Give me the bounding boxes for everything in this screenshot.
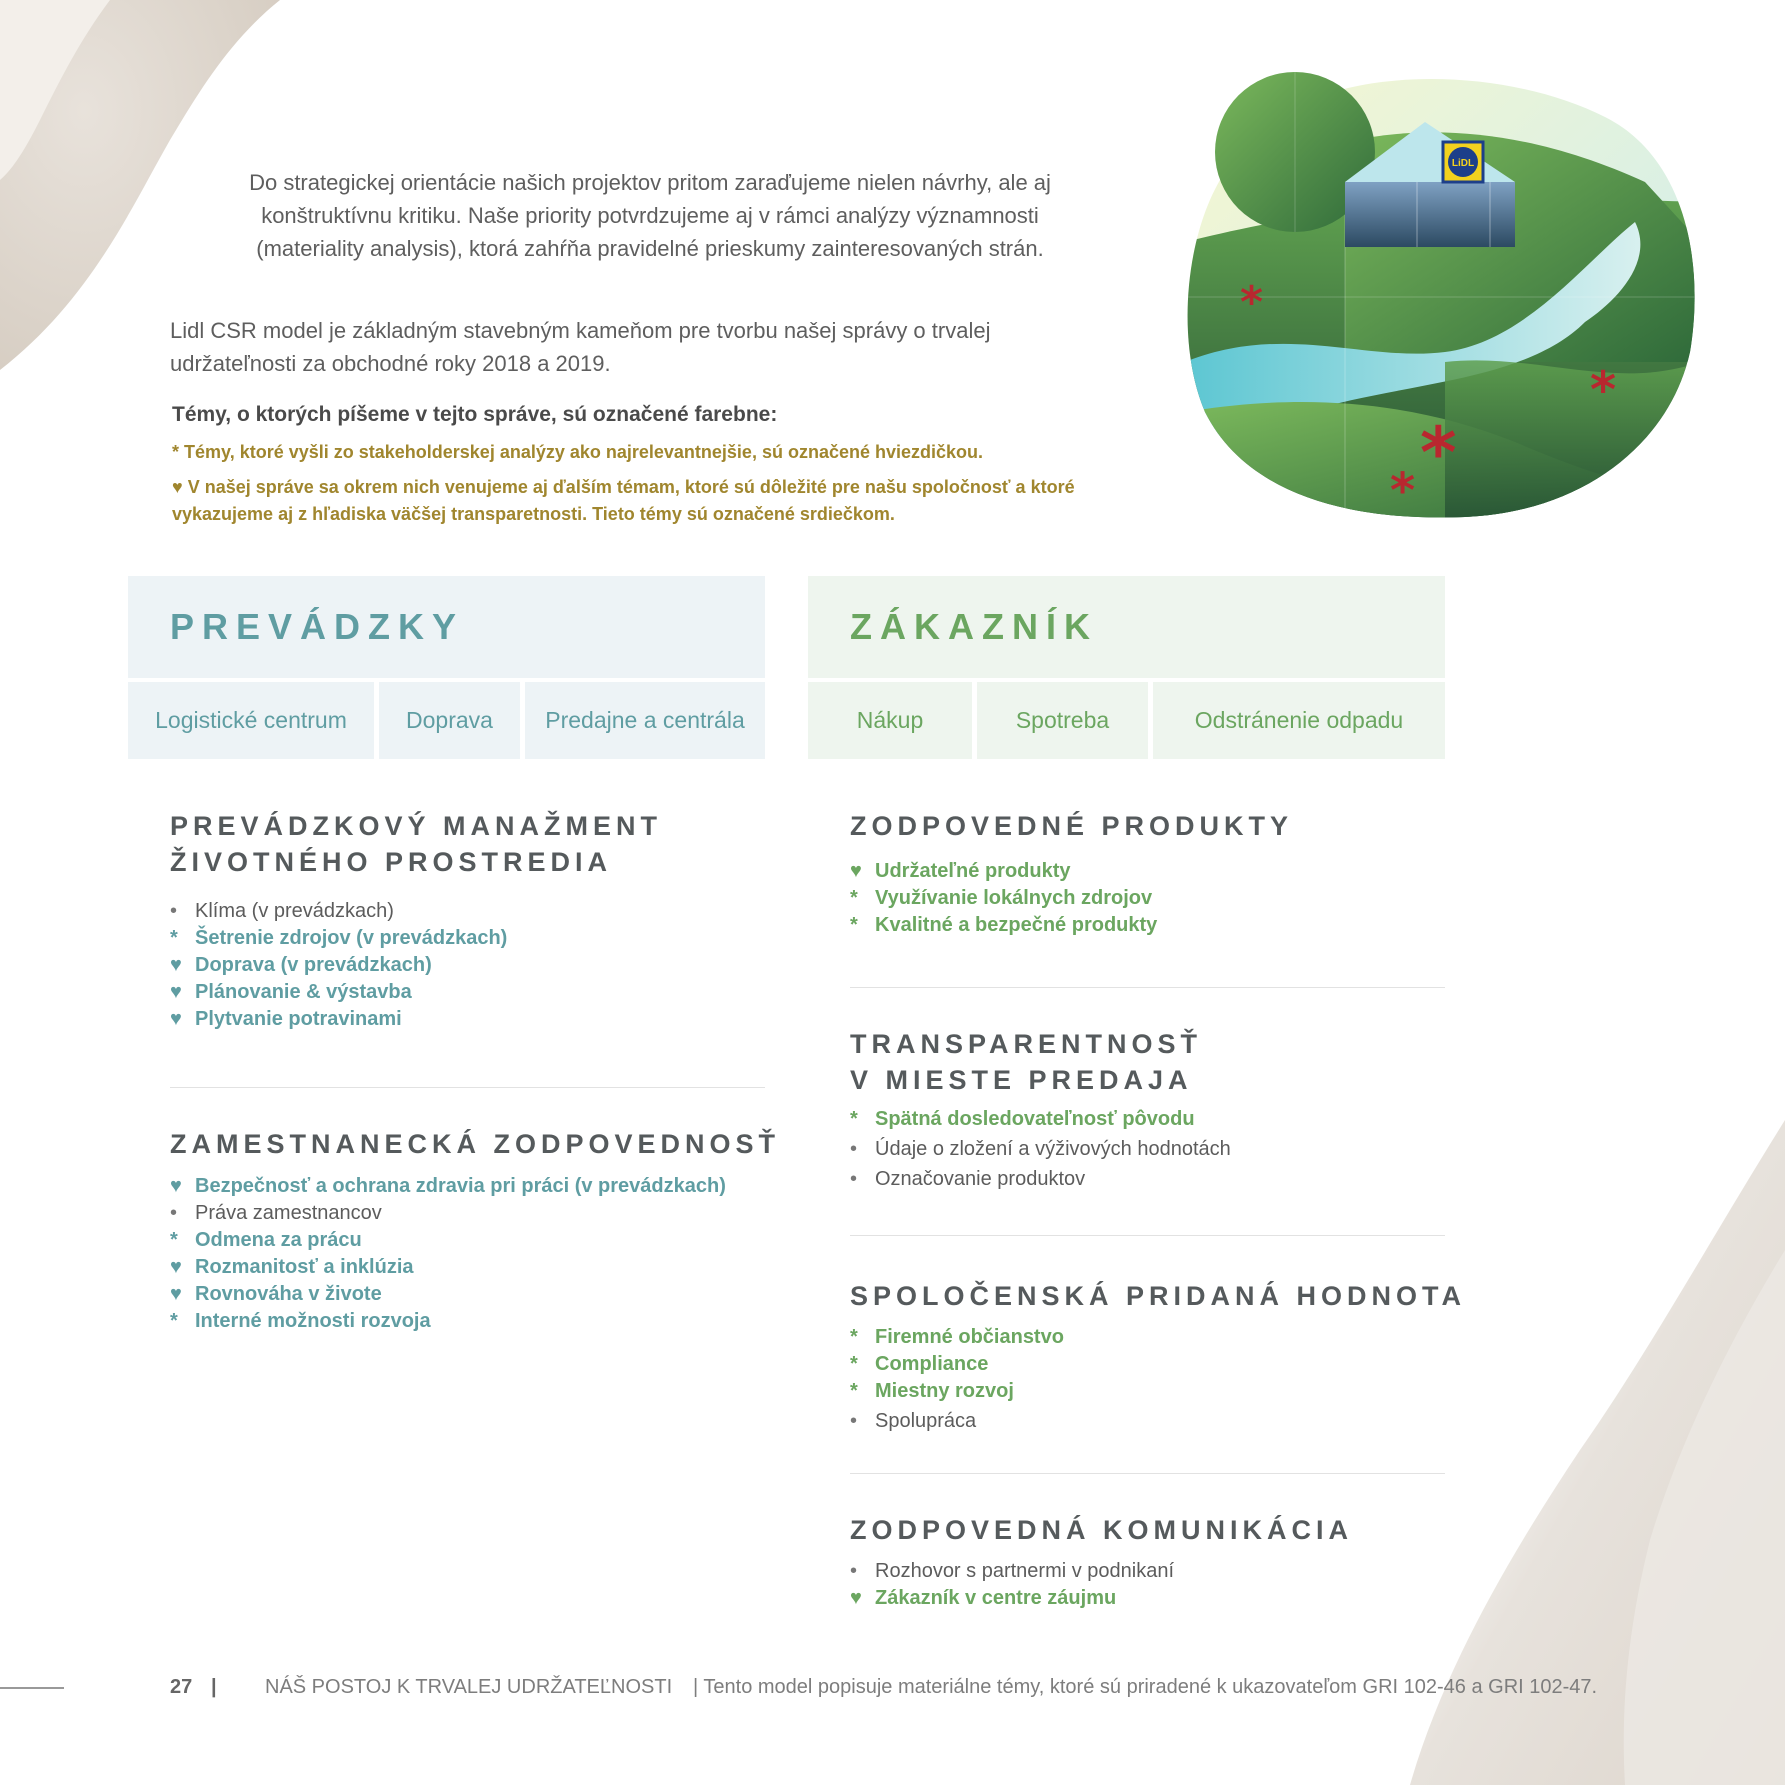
- section-title-employee: ZAMESTNANECKÁ ZODPOVEDNOSŤ: [170, 1129, 781, 1159]
- pillar-header-prevadzky: [128, 576, 765, 678]
- divider: [850, 1473, 1445, 1474]
- tab-logisticke-centrum: Logistické centrum: [128, 682, 374, 759]
- section-title-transparency-line2: V MIESTE PREDAJA: [850, 1065, 1193, 1095]
- list-env: [170, 898, 507, 1033]
- svg-text:*: *: [1420, 412, 1457, 494]
- list-item: ♥ Plytvanie potravinami: [170, 1006, 507, 1033]
- list-communication: [850, 1558, 1174, 1612]
- list-item: * Compliance: [850, 1351, 1064, 1378]
- star-marker: *: [170, 1229, 178, 1251]
- list-item: * Interné možnosti rozvoja: [170, 1308, 726, 1335]
- bullet-marker: •: [850, 1410, 858, 1432]
- list-item: ♥ Doprava (v prevádzkach): [170, 952, 507, 979]
- divider: [850, 987, 1445, 988]
- tab-doprava: Doprava: [379, 682, 520, 759]
- star-marker: *: [170, 1310, 178, 1332]
- list-item: * Firemné občianstvo: [850, 1324, 1064, 1351]
- section-title-transparency-line1: TRANSPARENTNOSŤ: [850, 1029, 1203, 1059]
- star-marker: *: [850, 1353, 858, 1375]
- section-title-transparency: [850, 1026, 1202, 1098]
- landscape-illustration: [1185, 62, 1700, 522]
- list-products: [850, 858, 1157, 939]
- heart-marker: ♥: [170, 954, 182, 976]
- pillar-title-prevadzky: PREVÁDZKY: [170, 606, 465, 647]
- list-item: ♥ Udržateľné produkty: [850, 858, 1157, 885]
- footer-separator: |: [211, 1676, 217, 1698]
- list-item: • Spolupráca: [850, 1408, 1064, 1435]
- bullet-marker: •: [850, 1138, 858, 1160]
- star-marker: *: [850, 1380, 858, 1402]
- bullet-marker: •: [850, 1560, 858, 1582]
- page-number: 27: [170, 1676, 193, 1698]
- list-item: ♥ Rozmanitosť a inklúzia: [170, 1254, 726, 1281]
- list-item: • Rozhovor s partnermi v podnikaní: [850, 1558, 1174, 1585]
- heart-marker: ♥: [170, 1008, 182, 1030]
- section-title-products: ZODPOVEDNÉ PRODUKTY: [850, 811, 1294, 841]
- star-marker: *: [850, 1326, 858, 1348]
- pillar-title-zakaznik: ZÁKAZNÍK: [850, 606, 1098, 647]
- divider: [850, 1235, 1445, 1236]
- star-marker: *: [850, 914, 858, 936]
- list-item: ♥ Bezpečnosť a ochrana zdravia pri práci (v prevádzkach): [170, 1173, 726, 1200]
- intro-paragraph-1: Do strategickej orientácie našich projektov pritom zaraďujeme nielen návrhy, ale aj konštruktívnu kritiku. Naše priority potvrdzujeme aj v rámci analýzy významnosti (materiality analysis), ktorá zahŕňa pravidelné prieskumy zainteresovaných strán.: [249, 170, 1051, 261]
- legend-star-note: * Témy, ktoré vyšli zo stakeholderskej analýzy ako najrelevantnejšie, sú označené hviezdičkou.: [172, 442, 984, 462]
- list-item: ♥ Rovnováha v živote: [170, 1281, 726, 1308]
- heart-marker: ♥: [850, 860, 862, 882]
- star-marker: *: [170, 927, 178, 949]
- section-title-social: SPOLOČENSKÁ PRIDANÁ HODNOTA: [850, 1281, 1467, 1311]
- footer-note: | Tento model popisuje materiálne témy, ktoré sú priradené k ukazovateľom GRI 102-46 a GRI 102-47.: [693, 1676, 1598, 1698]
- bullet-marker: •: [170, 1202, 178, 1224]
- heart-marker: ♥: [170, 981, 182, 1003]
- list-social: [850, 1324, 1064, 1435]
- intro-paragraph-2: Lidl CSR model je základným stavebným kameňom pre tvorbu našej správy o trvalej udržateľnosti za obchodné roky 2018 a 2019.: [170, 318, 991, 376]
- divider: [170, 1087, 765, 1088]
- list-item: * Miestny rozvoj: [850, 1378, 1064, 1405]
- legend-title: Témy, o ktorých píšeme v tejto správe, sú označené farebne:: [172, 403, 778, 426]
- list-item: • Údaje o zložení a výživových hodnotách: [850, 1136, 1231, 1163]
- legend-heart-note: ♥ V našej správe sa okrem nich venujeme aj ďalším témam, ktoré sú dôležité pre našu spoločnosť a ktoré vykazujeme aj z hľadiska väčšej transparetnosti. Tieto témy sú označené srdiečkom.: [172, 477, 1075, 524]
- list-transparency: [850, 1106, 1231, 1193]
- svg-text:LiDL: LiDL: [1451, 158, 1475, 169]
- tab-spotreba: Spotreba: [977, 682, 1148, 759]
- heart-marker: ♥: [170, 1283, 182, 1305]
- section-title-communication: ZODPOVEDNÁ KOMUNIKÁCIA: [850, 1515, 1354, 1545]
- heart-marker: ♥: [170, 1256, 182, 1278]
- svg-text:*: *: [1240, 277, 1264, 328]
- pillar-header-zakaznik: [808, 576, 1445, 678]
- list-item: * Spätná dosledovateľnosť pôvodu: [850, 1106, 1231, 1133]
- bullet-marker: •: [170, 900, 178, 922]
- section-title-env: [170, 808, 662, 880]
- list-item: • Označovanie produktov: [850, 1166, 1231, 1193]
- footer-section-title: NÁŠ POSTOJ K TRVALEJ UDRŽATEĽNOSTI: [265, 1676, 673, 1698]
- heart-marker: ♥: [850, 1587, 862, 1609]
- tab-odstranenie-odpadu: Odstránenie odpadu: [1153, 682, 1445, 759]
- tab-predajne-a-centrala: Predajne a centrála: [525, 682, 765, 759]
- list-item: ♥ Plánovanie & výstavba: [170, 979, 507, 1006]
- section-title-env-line1: PREVÁDZKOVÝ MANAŽMENT: [170, 811, 663, 841]
- list-employee: [170, 1173, 726, 1335]
- svg-text:*: *: [1590, 361, 1617, 419]
- list-item: * Využívanie lokálnych zdrojov: [850, 885, 1157, 912]
- list-item: * Kvalitné a bezpečné produkty: [850, 912, 1157, 939]
- svg-text:*: *: [1390, 463, 1416, 519]
- list-item: • Klíma (v prevádzkach): [170, 898, 507, 925]
- star-marker: *: [850, 1108, 858, 1130]
- list-item: • Práva zamestnancov: [170, 1200, 726, 1227]
- bullet-marker: •: [850, 1168, 858, 1190]
- section-title-env-line2: ŽIVOTNÉHO PROSTREDIA: [170, 847, 613, 877]
- tab-nakup: Nákup: [808, 682, 972, 759]
- list-item: * Odmena za prácu: [170, 1227, 726, 1254]
- heart-marker: ♥: [170, 1175, 182, 1197]
- star-marker: *: [850, 887, 858, 909]
- list-item: * Šetrenie zdrojov (v prevádzkach): [170, 925, 507, 952]
- list-item: ♥ Zákazník v centre záujmu: [850, 1585, 1174, 1612]
- footer-rule: [0, 1687, 64, 1689]
